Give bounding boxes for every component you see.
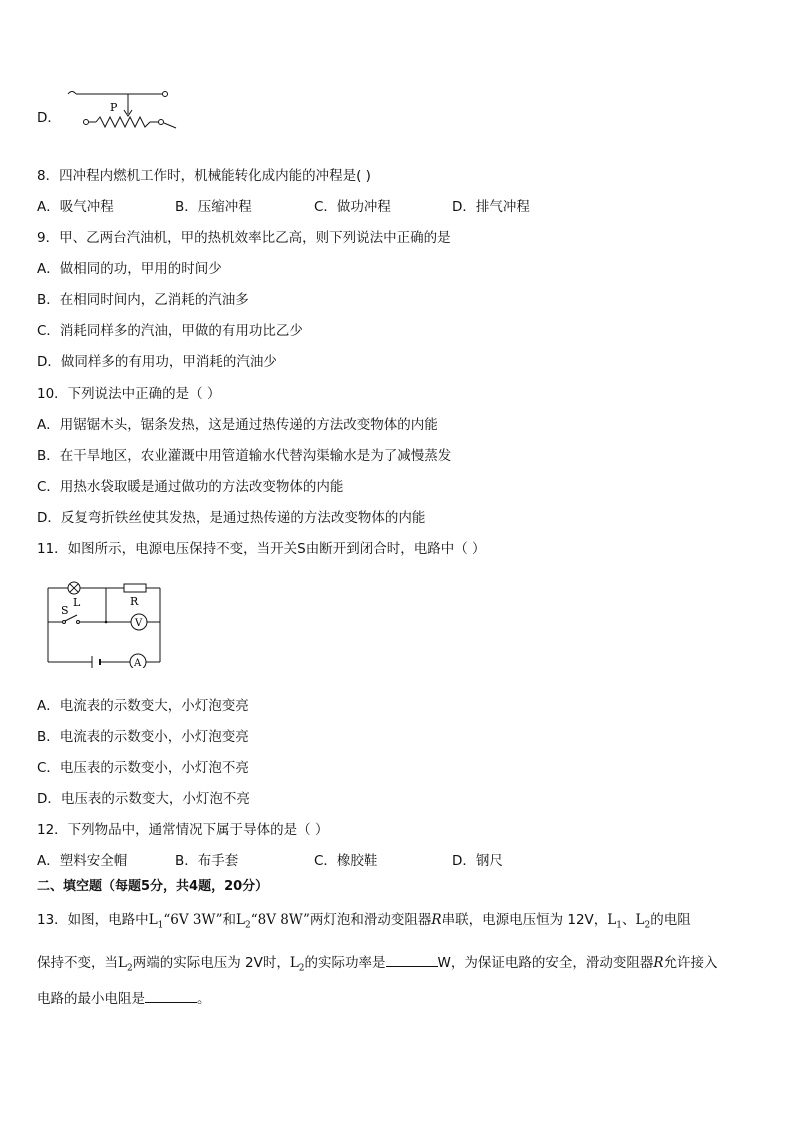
q12-option-c[interactable]: C．橡胶鞋 <box>314 853 378 869</box>
q11-circuit-diagram <box>44 576 174 668</box>
l1-symbol: $L_1$ <box>148 912 164 931</box>
rheostat-figure <box>64 86 184 134</box>
q11-option-a[interactable]: A．电流表的示数变大，小灯泡变亮 <box>37 698 249 714</box>
q13-text: 的实际功率是 <box>304 955 386 971</box>
q13-text: 串联，电源电压恒为 12V， <box>441 912 608 928</box>
ammeter-label: A <box>134 658 142 668</box>
q13-text: W，为保证电路的安全，滑动变阻器 <box>437 955 654 971</box>
l2-symbol: $L_2$ <box>635 912 651 931</box>
q10-option-d[interactable]: D．反复弯折铁丝使其发热，是通过热传递的方法改变物体的内能 <box>37 510 426 526</box>
q11-option-d[interactable]: D．电压表的示数变大，小灯泡不亮 <box>37 791 250 807</box>
q11-option-c[interactable]: C．电压表的示数变小，小灯泡不亮 <box>37 760 249 776</box>
l2-symbol: $L_2$ <box>236 912 251 931</box>
r-symbol: R <box>653 955 664 971</box>
q12-stem: 12．下列物品中，通常情况下属于导体的是（ ） <box>37 822 329 838</box>
resistor-icon <box>124 584 146 592</box>
l2-symbol: $L_2$ <box>289 955 305 974</box>
q8-option-b[interactable]: B．压缩冲程 <box>175 199 252 215</box>
r-symbol: R <box>431 912 442 928</box>
q13-text: 保持不变，当 <box>37 955 118 971</box>
q8-option-a[interactable]: A．吸气冲程 <box>37 199 114 215</box>
lamp-label: L <box>73 596 81 609</box>
voltmeter-label: V <box>135 618 143 629</box>
q11-stem: 11．如图所示，电源电压保持不变，当开关S由断开到闭合时，电路中（ ） <box>37 541 486 557</box>
q13-text: 两端的实际电压为 2V时， <box>132 955 290 971</box>
q8-option-c[interactable]: C．做功冲程 <box>314 199 391 215</box>
q11-option-b[interactable]: B．电流表的示数变小，小灯泡变亮 <box>37 729 249 745</box>
section-2-title: 二、填空题（每题5分，共4题，20分） <box>37 879 269 894</box>
q9-option-b[interactable]: B．在相同时间内，乙消耗的汽油多 <box>37 292 249 308</box>
q13-text: “8V 8W”两灯泡和滑动变阻器 <box>250 912 432 928</box>
l2-symbol: $L_2$ <box>118 955 133 974</box>
q12-option-b[interactable]: B．布手套 <box>175 853 239 869</box>
q13-text: 电路的最小电阻是 <box>37 991 145 1007</box>
q9-stem: 9．甲、乙两台汽油机，甲的热机效率比乙高，则下列说法中正确的是 <box>37 230 451 246</box>
q13-text: 允许接入 <box>663 955 718 971</box>
q12-option-d[interactable]: D．钢尺 <box>452 853 503 869</box>
q12-option-a[interactable]: A．塑料安全帽 <box>37 853 128 869</box>
q10-stem: 10．下列说法中正确的是（ ） <box>37 386 221 402</box>
q13-text: 的电阻 <box>650 912 691 928</box>
q10-option-c[interactable]: C．用热水袋取暖是通过做功的方法改变物体的内能 <box>37 479 344 495</box>
answer-blank-1[interactable] <box>386 952 438 967</box>
q9-option-a[interactable]: A．做相同的功，甲用的时间少 <box>37 261 222 277</box>
q13-text: “6V 3W”和 <box>163 912 237 928</box>
q13-line-2 <box>37 952 759 978</box>
answer-blank-2[interactable] <box>145 988 197 1003</box>
q13-text: 、 <box>622 912 636 928</box>
q9-option-d[interactable]: D．做同样多的有用功，甲消耗的汽油少 <box>37 354 277 370</box>
q9-option-c[interactable]: C．消耗同样多的汽油，甲做的有用功比乙少 <box>37 323 303 339</box>
q8-option-d[interactable]: D．排气冲程 <box>452 199 530 215</box>
slider-p-label: P <box>110 101 118 114</box>
q13-line-1 <box>37 911 759 935</box>
resistor-label: R <box>130 595 139 608</box>
l1-symbol: $L_1$ <box>607 912 622 931</box>
item-d-label: D． <box>37 110 61 126</box>
q8-stem: 8．四冲程内燃机工作时，机械能转化成内能的冲程是( ) <box>37 168 371 184</box>
q13-text: 13．如图，电路中 <box>37 912 149 928</box>
switch-label: S <box>61 604 69 617</box>
q13-line-3 <box>37 988 759 1008</box>
q13-text: 。 <box>197 991 211 1007</box>
q10-option-b[interactable]: B．在干旱地区，农业灌溉中用管道输水代替沟渠输水是为了减慢蒸发 <box>37 448 452 464</box>
q10-option-a[interactable]: A．用锯锯木头，锯条发热，这是通过热传递的方法改变物体的内能 <box>37 417 438 433</box>
